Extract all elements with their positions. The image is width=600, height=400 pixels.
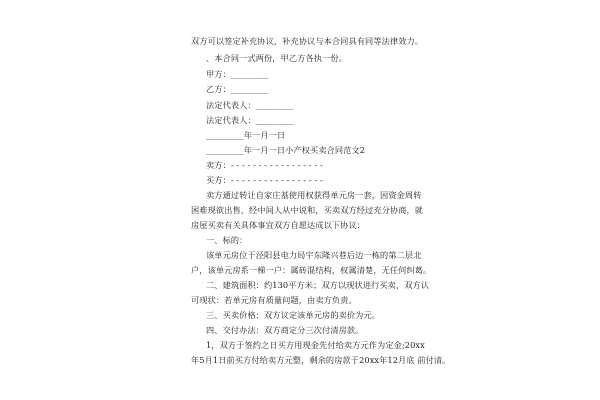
clause-text: 三、买卖价格：双方议定该单元房的卖价为元。: [206, 310, 381, 320]
signature-line-party-b: 乙方：_________: [206, 84, 269, 94]
buyer-line: 买方：- - - - - - - - - - - - - - - - -: [206, 175, 323, 185]
clause-text: 二、建筑面积：约130平方米；双方以现状进行买卖，双方认: [206, 280, 430, 290]
clause-text: 1，双方于签约之日买方用现金先付给卖方元作为定金;20xx: [206, 340, 425, 350]
section-title: _________年一月一日小产权买卖合同范文2: [206, 145, 366, 155]
paragraph-text: 房屋买卖有关具体事宜双方自愿达成以下协议：: [191, 220, 366, 230]
date-line: _________年一月一日: [206, 130, 286, 140]
paragraph-text: 困难现欲出售，经中间人从中说和，买卖双方经过充分协商，就: [191, 205, 424, 215]
paragraph-text: 户，该单元房系一梯一户：属砖混结构，权属清楚，无任何纠葛。: [191, 265, 432, 275]
signature-line-representative: 法定代表人：_________: [206, 115, 294, 125]
clause-text: 四、交付办法：双方商定分三次付清房款。: [206, 325, 364, 335]
paragraph-text: 该单元房位于泾阳县电力局宇东隆兴巷后边一栋的第二层北: [206, 250, 422, 260]
clause-text: 、本合同一式两份，甲乙方各执一份。: [206, 53, 347, 63]
signature-line-representative: 法定代表人：_________: [206, 100, 294, 110]
paragraph-text: 年5月1日前买方付给卖方元整，剩余的房款于20xx年12月底 前付清。: [191, 355, 451, 365]
clause-heading: 一、标的：: [206, 235, 248, 245]
signature-line-party-a: 甲方：_________: [206, 69, 269, 79]
clause-text: 双方可以签定补充协议，补充协议与本合同具有同等法律效力。: [191, 36, 424, 46]
seller-line: 卖方：- - - - - - - - - - - - - - - - -: [206, 160, 323, 170]
paragraph-text: 可现状：若单元房有质量问题，由卖方负责。: [191, 295, 357, 305]
paragraph-text: 卖方通过转让自家庄基使用权获得单元房一套，因资金周转: [206, 190, 422, 200]
